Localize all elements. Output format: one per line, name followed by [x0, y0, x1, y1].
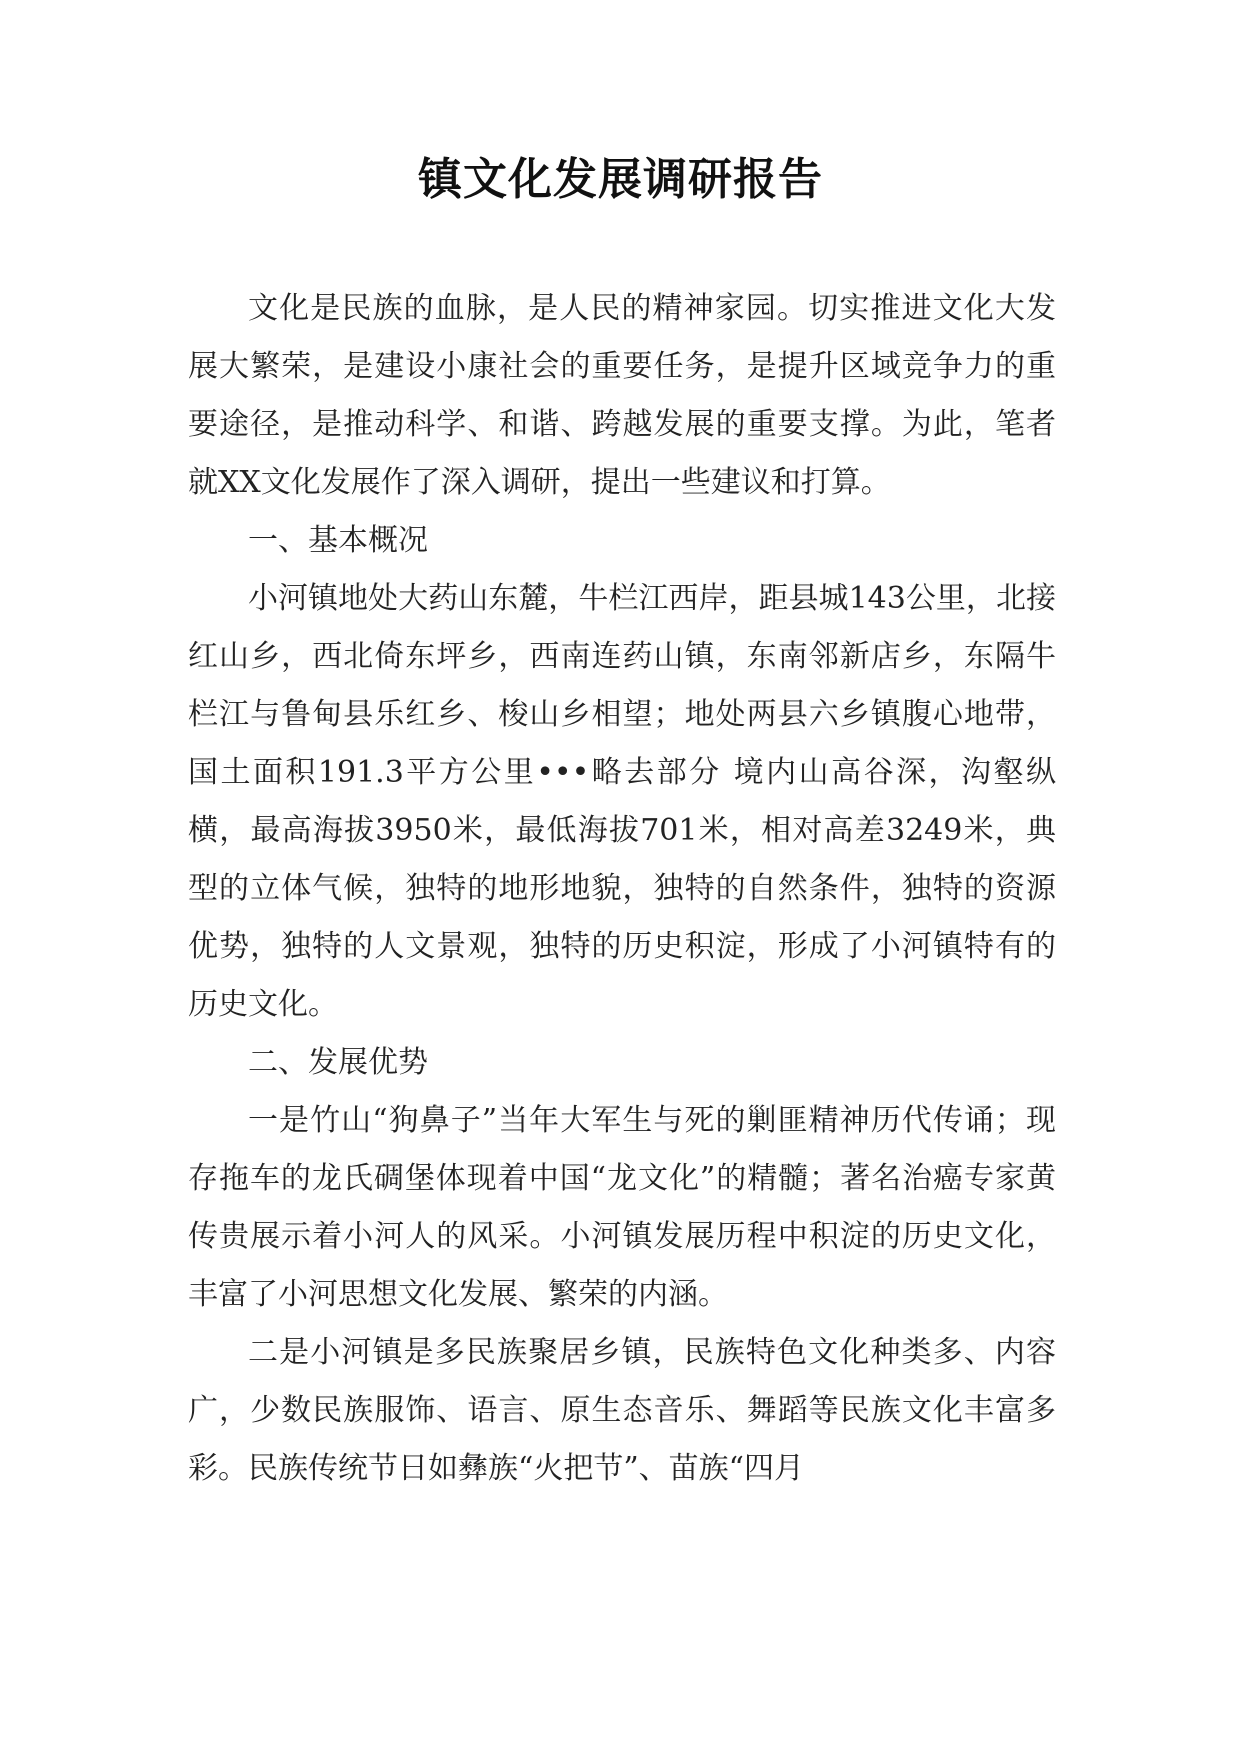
basic-overview-paragraph: 小河镇地处大药山东麓，牛栏江西岸，距县城143公里，北接红山乡，西北倚东坪乡，西南连药山镇，东南邻新店乡，东隔牛栏江与鲁甸县乐红乡、梭山乡相望；地处两县六乡镇腹心地带，国土面积191.3平方公里•••略去部分 境内山高谷深，沟壑纵横，最高海拔3950米，最低海拔701米，相对高差3249米，典型的立体气候，独特的地形地貌，独特的自然条件，独特的资源优势，独特的人文景观，独特的历史积淀，形成了小河镇特有的历史文化。 — [188, 581, 1056, 1022]
advantage-two-paragraph: 二是小河镇是多民族聚居乡镇，民族特色文化种类多、内容广，少数民族服饰、语言、原生态音乐、舞蹈等民族文化丰富多彩。民族传统节日如彝族“火把节”、苗族“四月 — [188, 1335, 1056, 1486]
document-title: 镇文化发展调研报告 — [418, 154, 823, 205]
section-heading-development-advantages: 二、发展优势 — [248, 1045, 428, 1080]
section-heading-basic-overview: 一、基本概况 — [248, 523, 428, 558]
advantage-one-paragraph: 一是竹山“狗鼻子”当年大军生与死的剿匪精神历代传诵；现存拖车的龙氏碉堡体现着中国“龙文化”的精髓；著名治癌专家黄传贵展示着小河人的风采。小河镇发展历程中积淀的历史文化，丰富了小河思想文化发展、繁荣的内涵。 — [188, 1103, 1056, 1312]
intro-paragraph: 文化是民族的血脉，是人民的精神家园。切实推进文化大发展大繁荣，是建设小康社会的重要任务，是提升区域竞争力的重要途径，是推动科学、和谐、跨越发展的重要支撑。为此，笔者就XX文化发展作了深入调研，提出一些建议和打算。 — [188, 291, 1056, 500]
document-body — [188, 280, 1056, 1498]
